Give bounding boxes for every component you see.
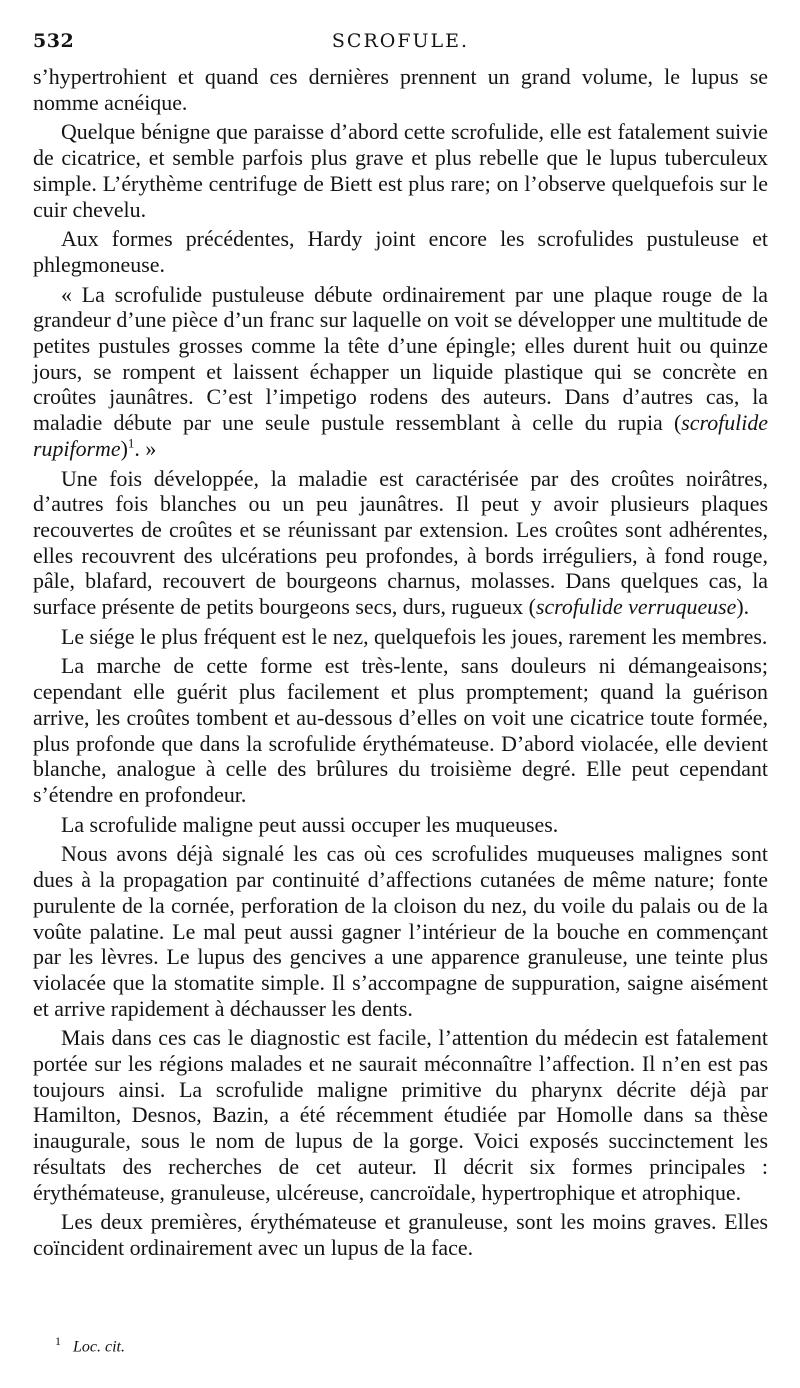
text-segment: Quelque bénigne que paraisse d’abord cette scrofulide, elle est fatalement suivie de cicatrice, et semble parfois plus grave et plus rebelle que le lupus tuberculeux simple. L’érythème centrifuge de Biett est plus rare; on l’observe quelquefois sur le cuir chevelu.	[33, 119, 768, 222]
paragraph	[33, 282, 768, 462]
italic-term: scrofulide verruqueuse	[535, 594, 737, 620]
text-segment: Les deux premières, érythémateuse et granuleuse, sont les moins graves. Elles coïncident ordinairement avec un lupus de la face.	[33, 1209, 768, 1260]
text-segment: . »	[134, 435, 157, 461]
paragraph	[33, 653, 768, 807]
paragraph	[33, 64, 768, 115]
text-segment: Une fois développée, la maladie est caractérisée par des croûtes noirâtres, d’autres fois blanches ou un peu jaunâtres. Il peut y avoir plusieurs plaques recouvertes de croûtes et se réunissant par extension. Les croûtes sont adhérentes, elles recouvrent des ulcérations peu profondes, à bords irréguliers, à fond rouge, pâle, blafard, recouvert de bourgeons charnus, molasses. Dans quelques cas, la surface présente de petits bourgeons secs, durs, rugueux (	[33, 465, 768, 620]
paragraph	[33, 466, 768, 620]
paragraph	[33, 841, 768, 1021]
text-segment: La scrofulide maligne peut aussi occuper les muqueuses.	[61, 811, 559, 837]
paragraph	[33, 226, 768, 277]
text-segment: ).	[736, 594, 750, 620]
footnote-reference: 1	[127, 435, 135, 451]
page-number: 532	[33, 30, 75, 52]
paragraph	[33, 119, 768, 222]
body-text	[33, 64, 768, 1265]
text-segment: Aux formes précédentes, Hardy joint encore les scrofulides pustuleuse et phlegmoneuse.	[33, 226, 768, 277]
text-segment: Mais dans ces cas le diagnostic est facile, l’attention du médecin est fatalement portée sur les régions malades et ne saurait méconnaître l’affection. Il n’en est pas toujours ainsi. La scrofulide maligne primitive du pharynx décrite déjà par Hamilton, Desnos, Bazin, a été récemment étudiée par Homolle dans sa thèse inaugurale, sous le nom de lupus de la gorge. Voici exposés succinctement les résultats des recherches de cet auteur. Il décrit six formes principales : érythémateuse, granuleuse, ulcéreuse, cancroïdale, hypertrophique et atrophique.	[33, 1025, 768, 1205]
paragraph	[33, 1025, 768, 1205]
text-segment: La marche de cette forme est très-lente, sans douleurs ni démangeaisons; cependant elle guérit plus facilement et plus promptement; quand la guérison arrive, les croûtes tombent et au-dessous d’elles on voit une cicatrice toute formée, plus profonde que dans la scrofulide érythémateuse. D’abord violacée, elle devient blanche, analogue à celle des brûlures du troisième degré. Elle peut cependant s’étendre en profondeur.	[33, 653, 768, 807]
footnote-text: Loc. cit.	[73, 1338, 125, 1356]
text-segment: s’hypertrohient et quand ces dernières prennent un grand volume, le lupus se nomme acnéique.	[33, 64, 768, 115]
page-header	[33, 30, 768, 58]
paragraph	[33, 624, 768, 650]
footnote-marker: 1	[55, 1334, 61, 1348]
paragraph	[33, 1209, 768, 1260]
text-segment: )	[120, 435, 128, 461]
text-segment: « La scrofulide pustuleuse débute ordinairement par une plaque rouge de la grandeur d’une pièce d’un franc sur laquelle on voit se développer une multitude de petites pustules grosses comme la tête d’une épingle; elles durent huit ou quinze jours, se rompent et laissent échapper un liquide plastique qui se concrète en croûtes jaunâtres. C’est l’impetigo rodens des auteurs. Dans d’autres cas, la maladie débute par une seule pustule ressemblant à celle du rupia (	[33, 281, 768, 436]
text-segment: Nous avons déjà signalé les cas où ces scrofulides muqueuses malignes sont dues à la propagation par continuité d’affections cutanées de même nature; fonte purulente de la cornée, perforation de la cloison du nez, du voile du palais ou de la voûte palatine. Le mal peut aussi gagner l’intérieur de la bouche en commençant par les lèvres. Le lupus des gencives a une apparence granuleuse, une teinte plus violacée que la stomatite simple. Il s’accompagne de suppuration, saigne aisément et arrive rapidement à déchausser les dents.	[33, 841, 768, 1021]
paragraph	[33, 812, 768, 838]
running-title: SCROFULE.	[331, 30, 470, 52]
text-segment: Le siége le plus fréquent est le nez, quelquefois les joues, rarement les membres.	[61, 623, 768, 649]
footnote	[55, 1334, 125, 1356]
italic-term: scrofulide rupiforme	[33, 410, 768, 461]
